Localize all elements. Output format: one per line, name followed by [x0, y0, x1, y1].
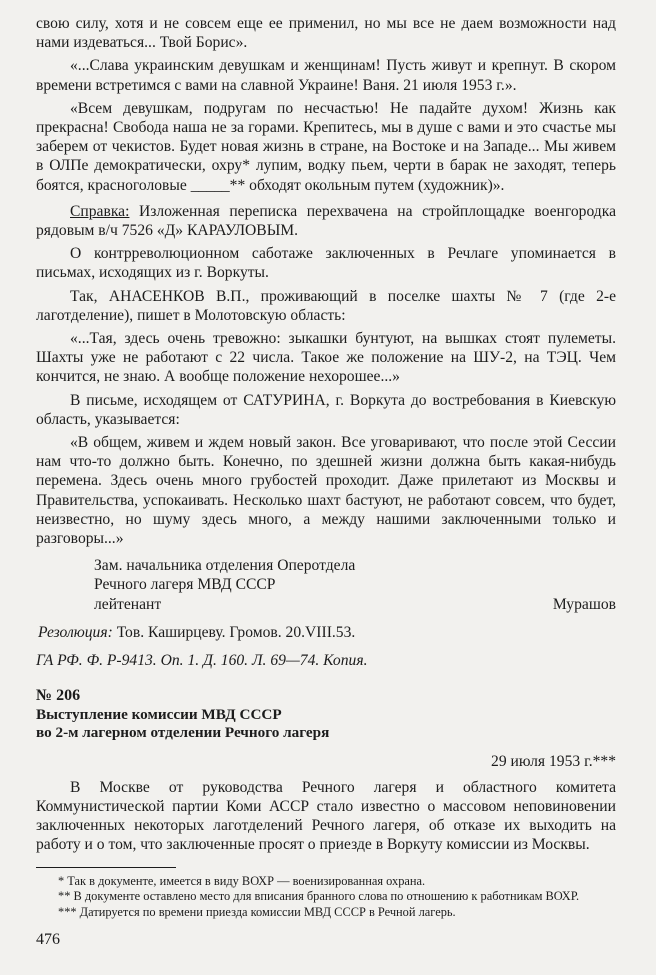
- signature-rank: лейтенант: [94, 595, 162, 613]
- paragraph-saturin: В письме, исходящем от САТУРИНА, г. Воркута до востребования в Киевскую область, указывается:: [36, 391, 616, 428]
- resolution-text: Тов. Каширцеву. Громов. 20.VIII.53.: [112, 623, 356, 641]
- letter-quote-girls: «Всем девушкам, подругам по несчастью! Не падайте духом! Жизнь как прекрасна! Свобода наша не за горами. Крепитесь, мы в душе с вами и это счастье мы заберем от чекистов. Будет новая жизнь в стране, на Востоке и на Западе... Мы живем в ОЛПе демократически, охру* лупим, водку пьем, черти в барак не заходят, теперь боятся, красноголовые _____** обходят окольным путем (художник)».: [36, 99, 616, 194]
- document-date: 29 июля 1953 г.***: [491, 752, 616, 770]
- page-number: 476: [36, 931, 60, 948]
- letter-quote-vanya: «...Слава украинским девушкам и женщинам! Пусть живут и крепнут. В скором времени встретимся с вами на славной Украине! Ваня. 21 июля 1953 г.».: [36, 57, 616, 94]
- footnote-2: ** В документе оставлено место для вписания бранного слова по отношению к работникам ВОХР.: [58, 889, 580, 904]
- letter-quote-taya: «...Тая, здесь очень тревожно: зыкашки бунтуют, на вышках стоят пулеметы. Шахты уже не работают с 22 числа. Такое же положение на ШУ-2, на ТЭЦ. Чем кончится, не знаю. А вообще положение нехорошее...»: [36, 330, 616, 386]
- footnote-divider: [36, 867, 176, 868]
- spravka-text: Изложенная переписка перехвачена на стройплощадке военгородка рядовым в/ч 7526 «Д» КАРАУЛОВЫМ.: [36, 202, 616, 240]
- paragraph-anasenkov: Так, АНАСЕНКОВ В.П., проживающий в поселке шахты № 7 (где 2-е лаготделение), пишет в Молотовскую область:: [36, 287, 616, 324]
- footnote-1: * Так в документе, имеется в виду ВОХР — военизированная охрана.: [58, 873, 426, 888]
- footnotes: [36, 874, 616, 921]
- spravka-label: Справка:: [70, 202, 130, 220]
- document-number: № 206: [36, 687, 81, 705]
- paragraph-continuation: свою силу, хотя и не совсем еще ее применил, но мы все не даем возможности над нами издеваться... Твой Борис».: [36, 15, 616, 52]
- spravka-paragraph: [36, 202, 616, 240]
- footnote-3: *** Датируется по времени приезда комиссии МВД СССР в Речной лагерь.: [58, 904, 456, 919]
- document-body: В Москве от руководства Речного лагеря и областного комитета Коммунистической партии Коми АССР стало известно о массовом неповиновении заключенных некоторых лаготделений Речного лагеря, об отказе их выходить на работу и о том, что заключенные просят о приезде в Воркуту комиссии из Москвы.: [36, 778, 616, 854]
- signature-rank-row: [94, 595, 616, 614]
- letter-quote-saturin: «В общем, живем и ждем новый закон. Все уговаривают, что после этой Сессии нам что-то должно быть. Конечно, по здешней жизни должна быть какая-нибудь перемена. Здесь очень много грубостей проходит. Даже прилетают из Москвы и Правительства, успокаивать. Несколько шахт бастуют, не работают совсем, что будет, неизвестно, но шуму здесь много, а между нашими заключенными только и разговоры...»: [36, 434, 616, 548]
- paragraph-sabotage: О контрреволюционном саботаже заключенных в Речлаге упоминается в письмах, исходящих из г. Воркуты.: [36, 245, 616, 282]
- resolution-label: Резолюция:: [38, 623, 113, 641]
- signature-block: [36, 556, 616, 614]
- signature-organization: Речного лагеря МВД СССР: [94, 576, 276, 594]
- signature-position: Зам. начальника отделения Оперотдела: [94, 557, 356, 575]
- document-title-line2: во 2-м лагерном отделении Речного лагеря: [36, 724, 330, 741]
- document-title-line1: Выступление комиссии МВД СССР: [36, 705, 282, 723]
- resolution: [36, 623, 616, 642]
- signature-name: Мурашов: [552, 595, 616, 613]
- archive-reference: ГА РФ. Ф. Р-9413. Оп. 1. Д. 160. Л. 69—74. Копия.: [36, 652, 368, 670]
